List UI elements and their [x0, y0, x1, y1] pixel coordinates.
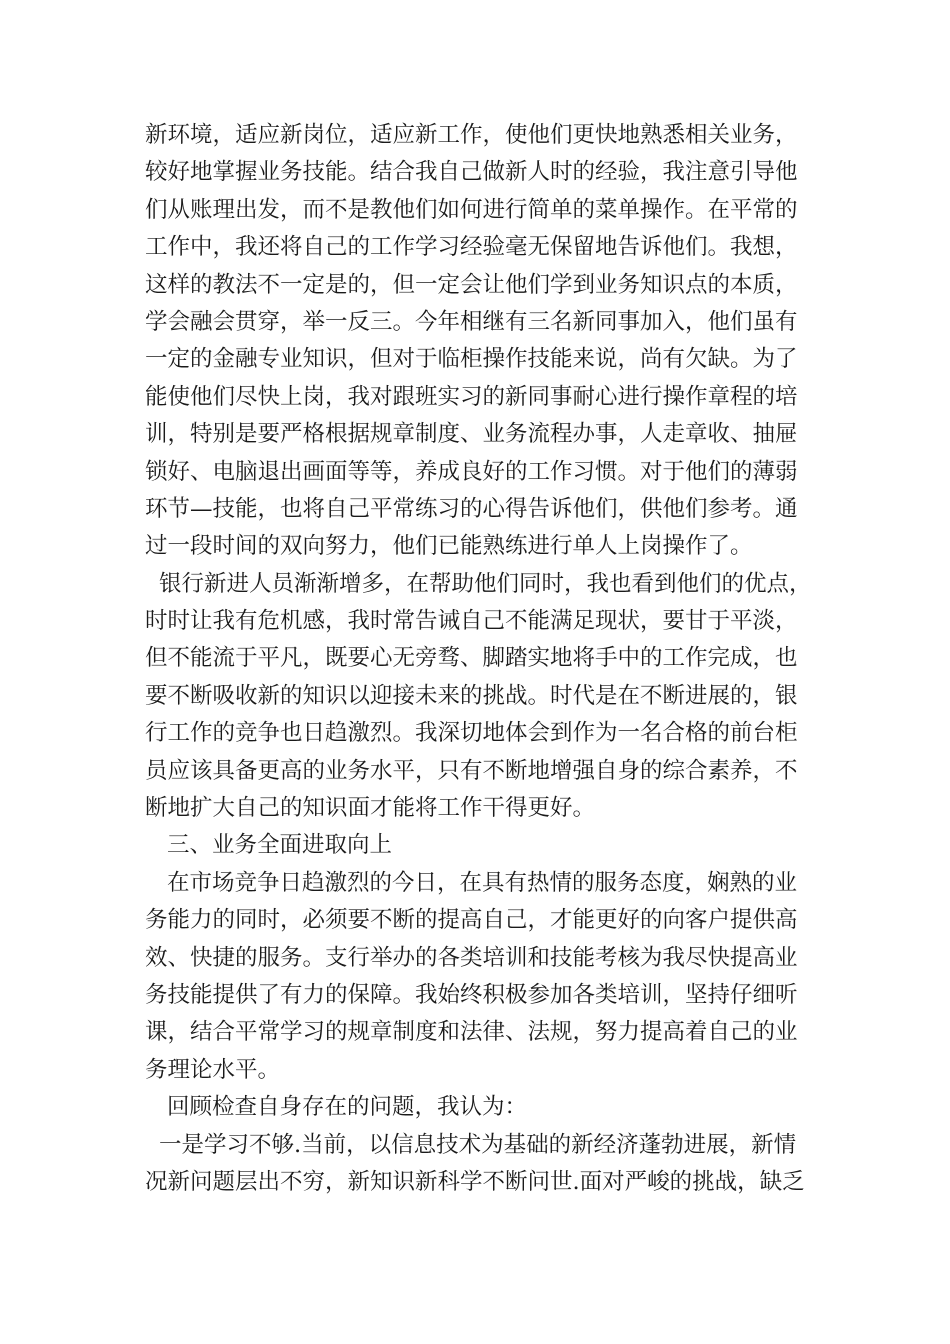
- paragraph-start-line: 一是学习不够.当前，以信息技术为基础的新经济蓬勃进展，新情: [159, 1131, 797, 1158]
- paragraph-start-line: 银行新进人员渐渐增多，在帮助他们同时，我也看到他们的优点，: [159, 570, 812, 597]
- text-line: 断地扩大自己的知识面才能将工作干得更好。: [145, 795, 596, 822]
- text-line: 能使他们尽快上岗，我对跟班实习的新同事耐心进行操作章程的培: [145, 383, 798, 410]
- text-line: 但不能流于平凡，既要心无旁骛、脚踏实地将手中的工作完成，也: [145, 645, 798, 672]
- text-line: 行工作的竞争也日趋激烈。我深切地体会到作为一名合格的前台柜: [145, 720, 798, 747]
- text-line: 效、快捷的服务。支行举办的各类培训和技能考核为我尽快提高业: [145, 944, 798, 971]
- text-line: 新环境，适应新岗位，适应新工作，使他们更快地熟悉相关业务，: [145, 122, 798, 148]
- text-line: 较好地掌握业务技能。结合我自己做新人时的经验，我注意引导他: [145, 159, 798, 186]
- paragraph-start-line: 回顾检查自身存在的问题，我认为：: [167, 1094, 528, 1121]
- text-line: 过一段时间的双向努力，他们已能熟练进行单人上岗操作了。: [145, 533, 753, 560]
- text-line: 锁好、电脑退出画面等等，养成良好的工作习惯。对于他们的薄弱: [145, 458, 798, 485]
- text-line: 们从账理出发，而不是教他们如何进行简单的菜单操作。在平常的: [145, 196, 798, 223]
- text-line: 员应该具备更高的业务水平，只有不断地增强自身的综合素养，不: [145, 757, 798, 784]
- text-line: 一定的金融专业知识，但对于临柜操作技能来说，尚有欠缺。为了: [145, 346, 798, 373]
- paragraph-start-line: 在市场竞争日趋激烈的今日，在具有热情的服务态度，娴熟的业: [167, 869, 798, 896]
- text-line: 务技能提供了有力的保障。我始终积极参加各类培训，坚持仔细听: [145, 981, 798, 1008]
- document-body: [145, 117, 845, 1201]
- text-line: 课，结合平常学习的规章制度和法律、法规，努力提高着自己的业: [145, 1019, 798, 1046]
- text-line: 要不断吸收新的知识以迎接未来的挑战。时代是在不断进展的，银: [145, 682, 798, 709]
- text-line: 况新问题层出不穷，新知识新科学不断问世.面对严峻的挑战，缺乏: [145, 1168, 805, 1195]
- text-line: 环节—技能，也将自己平常练习的心得告诉他们，供他们参考。通: [145, 495, 798, 522]
- text-line: 务理论水平。: [145, 1056, 281, 1083]
- text-line: 训，特别是要严格根据规章制度、业务流程办事，人走章收、抽屉: [145, 421, 798, 448]
- text-line: 工作中，我还将自己的工作学习经验毫无保留地告诉他们。我想，: [145, 234, 798, 261]
- text-line: 这样的教法不一定是的，但一定会让他们学到业务知识点的本质，: [145, 271, 798, 298]
- text-line: 学会融会贯穿，举一反三。今年相继有三名新同事加入，他们虽有: [145, 308, 798, 335]
- text-line: 务能力的同时，必须要不断的提高自己，才能更好的向客户提供高: [145, 907, 798, 934]
- text-line: 时时让我有危机感，我时常告诫自己不能满足现状，要甘于平淡，: [145, 608, 798, 635]
- section-heading: 三、业务全面进取向上: [167, 832, 393, 859]
